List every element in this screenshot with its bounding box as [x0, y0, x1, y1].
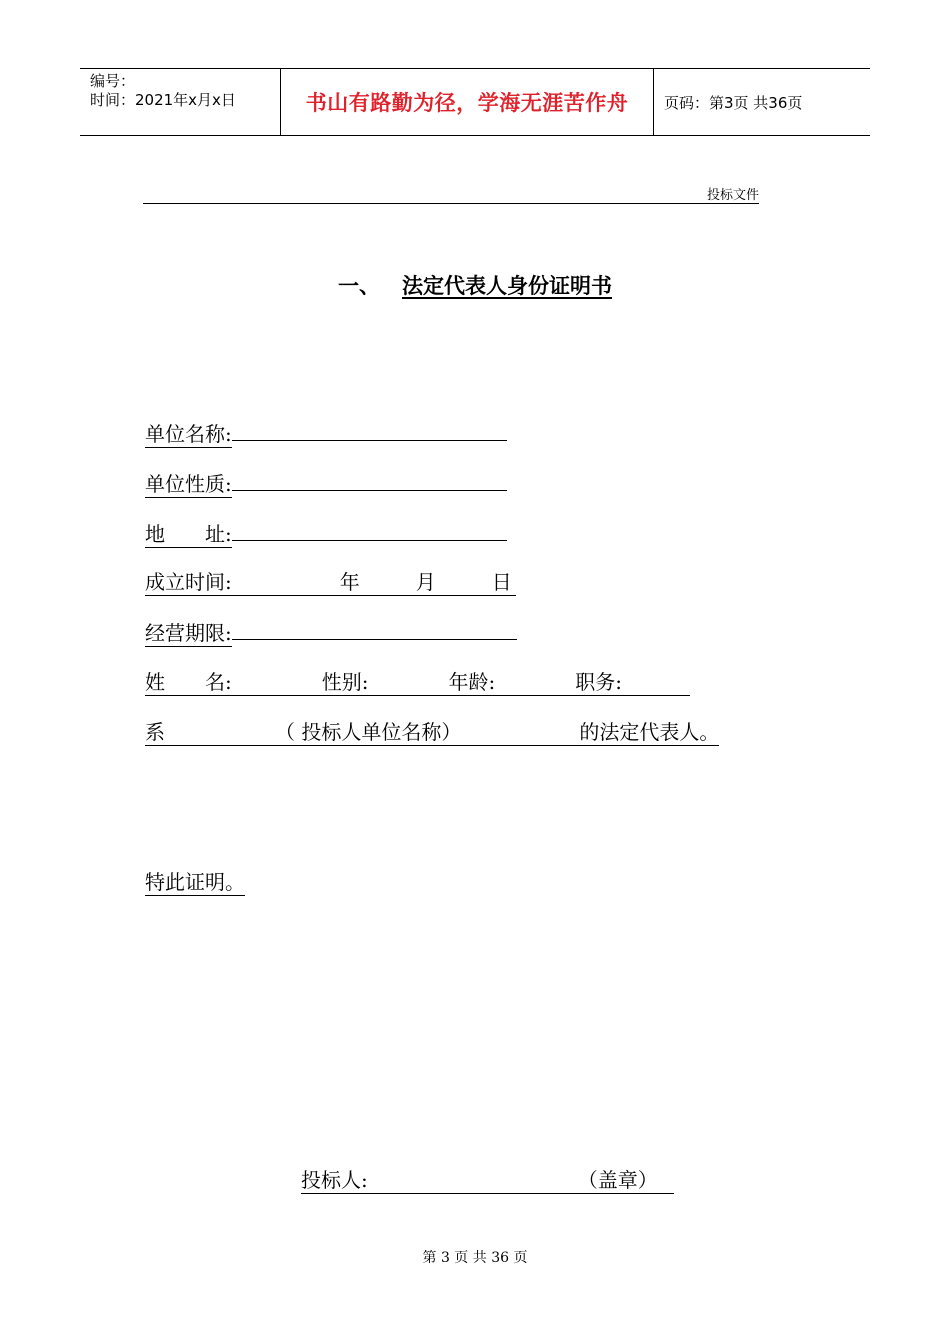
- field-address-label: 地 址:: [145, 522, 232, 546]
- page-footer: 第 3 页 共 36 页: [422, 1250, 528, 1266]
- signature-seal: （盖章）: [577, 1168, 658, 1192]
- running-head: [143, 188, 759, 204]
- field-age-label: 年龄:: [448, 670, 496, 694]
- field-person: [145, 669, 690, 695]
- title-number: 一、: [338, 274, 380, 298]
- header-number: 编号：: [90, 72, 136, 90]
- header-page-info: 页码：第3页 共36页: [664, 93, 803, 112]
- field-month: 月: [415, 570, 436, 594]
- field-unit-name: [145, 420, 507, 447]
- statement-suffix: 的法定代表人。: [579, 720, 720, 744]
- document-header-table: [80, 68, 870, 136]
- page-title: [0, 270, 950, 300]
- field-address-blank: [232, 520, 507, 541]
- field-established: [145, 569, 516, 595]
- field-established-row: [145, 570, 516, 596]
- field-unit-name-label: 单位名称:: [145, 422, 232, 446]
- field-unit-nature: [145, 470, 507, 497]
- field-term: [145, 619, 517, 646]
- header-date: 时间：2021年x月x日: [90, 91, 236, 109]
- signature-label: 投标人:: [301, 1168, 368, 1192]
- header-motto: 书山有路勤为径，学海无涯苦作舟: [281, 69, 654, 135]
- field-position-label: 职务:: [575, 670, 622, 694]
- statement-prefix: 系: [145, 720, 165, 744]
- field-unit-nature-blank: [232, 470, 507, 491]
- field-established-label: 成立时间:: [145, 570, 232, 594]
- signature-row: [301, 1168, 674, 1194]
- header-meta-cell: [80, 69, 281, 135]
- field-term-blank: [232, 619, 517, 640]
- signature-line: [301, 1167, 674, 1193]
- running-head-text: 投标文件: [706, 188, 759, 203]
- field-unit-nature-label: 单位性质:: [145, 472, 232, 496]
- statement-line: [145, 719, 719, 745]
- title-text: 法定代表人身份证明书: [402, 274, 612, 298]
- certify-text: 特此证明。: [145, 870, 245, 894]
- statement-placeholder: （ 投标人单位名称）: [275, 720, 462, 744]
- statement-row: [145, 720, 719, 746]
- field-term-label: 经营期限:: [145, 621, 232, 645]
- field-person-row: [145, 670, 690, 696]
- field-name-label: 姓 名:: [145, 670, 232, 694]
- field-address: [145, 520, 507, 547]
- field-year: 年: [339, 570, 360, 594]
- field-unit-name-blank: [232, 420, 507, 441]
- certify-line: [145, 869, 245, 895]
- field-gender-label: 性别:: [321, 670, 369, 694]
- field-day: 日: [491, 570, 512, 594]
